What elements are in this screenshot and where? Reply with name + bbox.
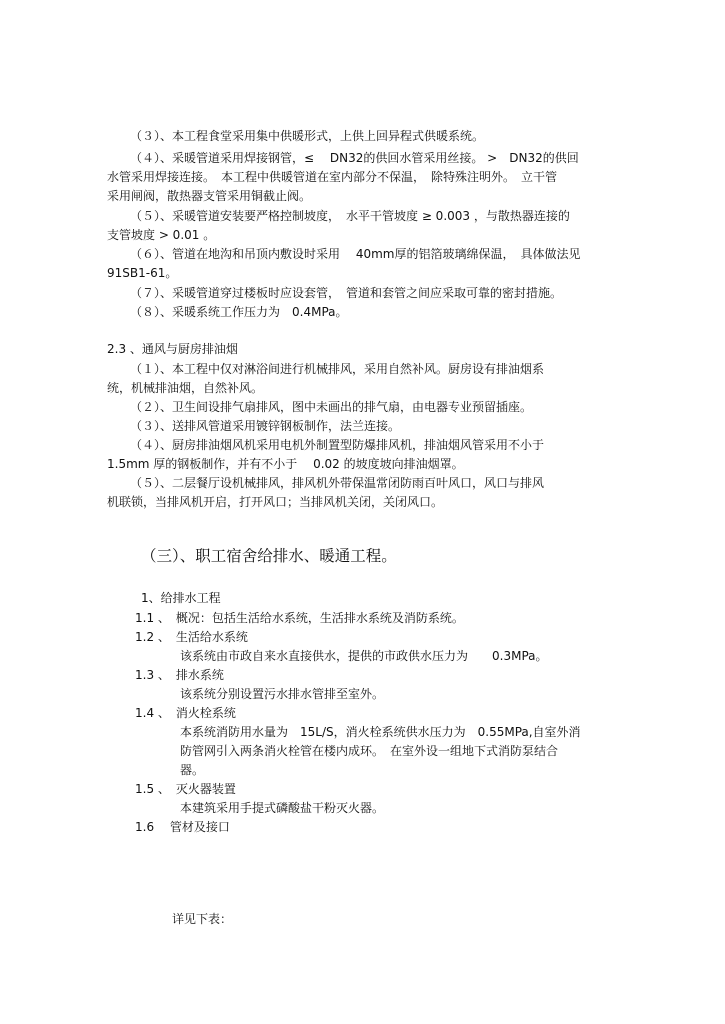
item-1-4: 1.4 、 消火栓系统 <box>135 706 236 720</box>
ventilation-item-4: （４）、厨房排油烟风机采用电机外制置型防爆排风机，排油烟风管采用不小于 <box>130 438 545 452</box>
item-1-3-desc: 该系统分别设置污水排水管排至室外。 <box>180 687 385 701</box>
heating-item-6-cont: 91SB1-61。 <box>107 266 178 280</box>
item-1-3: 1.3 、 排水系统 <box>135 668 224 682</box>
item-1-5-desc: 本建筑采用手提式磷酸盐干粉灭火器。 <box>180 801 385 815</box>
ventilation-item-4-cont: 1.5mm 厚的钢板制作，并有不小于 0.02 的坡度坡向排油烟罩。 <box>107 457 464 471</box>
heating-item-8: （８）、采暖系统工作压力为 0.4MPa。 <box>130 305 348 319</box>
item-1-6: 1.6 管材及接口 <box>135 820 230 834</box>
item-1-1: 1.1 、 概况：包括生活给水系统，生活排水系统及消防系统。 <box>135 611 464 625</box>
item-1-5: 1.5 、 灭火器装置 <box>135 782 236 796</box>
ventilation-title: 2.3 、通风与厨房排油烟 <box>107 342 238 356</box>
heating-item-7: （７）、采暖管道穿过楼板时应设套管， 管道和套管之间应采取可靠的密封措施。 <box>130 286 563 300</box>
ventilation-item-2: （２）、卫生间设排气扇排风，图中未画出的排气扇，由电器专业预留插座。 <box>130 400 533 414</box>
heating-item-4-cont-2: 采用闸阀，散热器支管采用铜截止阀。 <box>107 189 312 203</box>
heating-item-5: （５）、采暖管道安装要严格控制坡度， 水平干管坡度 ≥ 0.003 ，与散热器连接的 <box>130 209 570 223</box>
ventilation-item-5-cont: 机联锁，当排风机开启，打开风口；当排风机关闭，关闭风口。 <box>107 495 444 509</box>
subsection-title: 1、给排水工程 <box>141 591 221 605</box>
ventilation-item-1-cont: 统，机械排油烟，自然补风。 <box>107 381 264 395</box>
ventilation-item-5: （５）、二层餐厅设机械排风，排风机外带保温常闭防雨百叶风口，风口与排风 <box>130 476 545 490</box>
see-table-note: 详见下表： <box>172 912 233 926</box>
heating-item-5-cont: 支管坡度 > 0.01 。 <box>107 228 216 242</box>
item-1-2-desc: 该系统由市政自来水直接供水，提供的市政供水压力为 0.3MPa。 <box>180 649 548 663</box>
item-1-2: 1.2 、 生活给水系统 <box>135 630 248 644</box>
heating-item-4: （４）、采暖管道采用焊接钢管，≤ DN32的供回水管采用丝接。 > DN32的供回 <box>130 151 579 165</box>
heating-item-4-cont-1: 水管采用焊接连接。 本工程中供暖管道在室内部分不保温， 除特殊注明外。 立干管 <box>107 170 558 184</box>
item-1-4-desc-3: 器。 <box>180 763 205 777</box>
item-1-4-desc-2: 防管网引入两条消火栓管在楼内成环。 在室外设一组地下式消防泵结合 <box>180 744 559 758</box>
item-1-4-desc-1: 本系统消防用水量为 15L/S，消火栓系统供水压力为 0.55MPa,自室外消 <box>180 725 581 739</box>
ventilation-item-3: （３）、送排风管道采用镀锌钢板制作，法兰连接。 <box>130 419 401 433</box>
heating-item-3: （３）、本工程食堂采用集中供暖形式，上供上回异程式供暖系统。 <box>130 129 485 143</box>
section-heading: （三）、职工宿舍给排水、暖通工程。 <box>141 547 397 565</box>
heating-item-6: （６）、管道在地沟和吊顶内敷设时采用 40mm厚的铝箔玻璃绵保温， 具体做法见 <box>130 247 581 261</box>
ventilation-item-1: （１）、本工程中仅对淋浴间进行机械排风，采用自然补风。厨房设有排油烟系 <box>130 362 545 376</box>
